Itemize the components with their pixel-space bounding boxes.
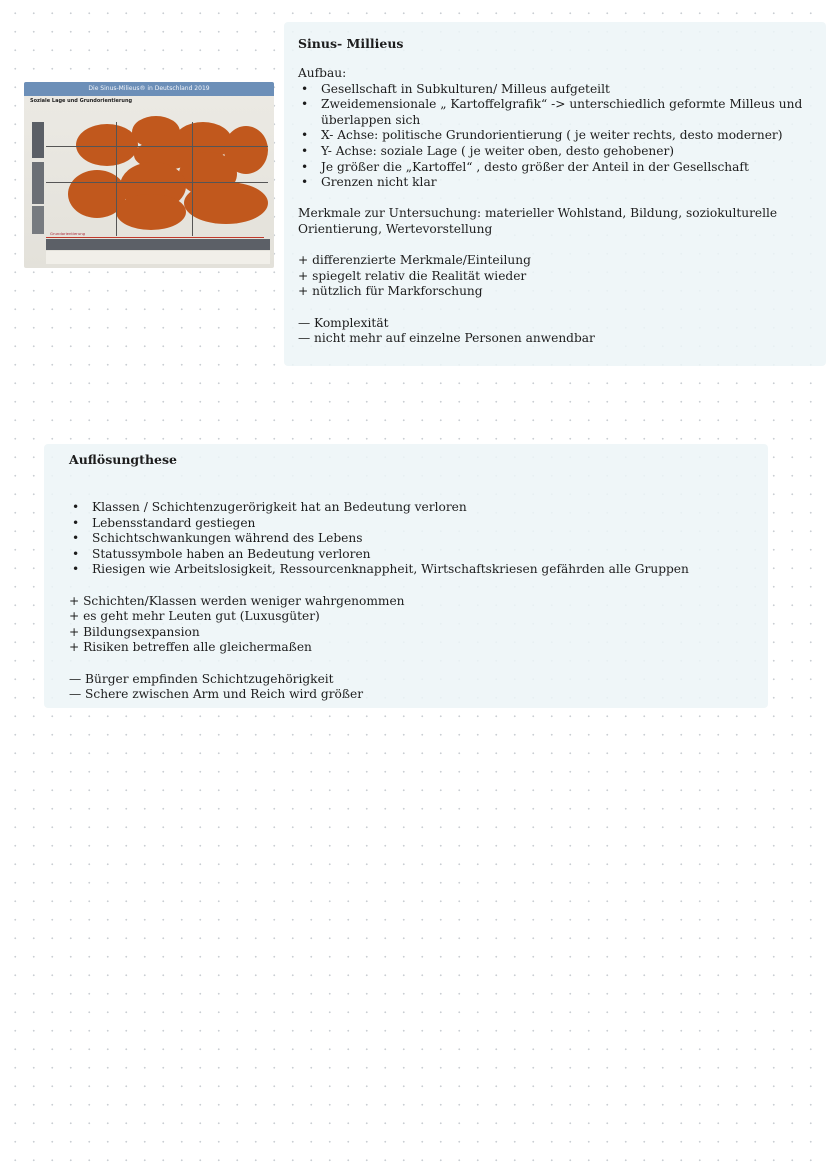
aufloesung-bullet: • Schichtschwankungen während des Lebens	[69, 531, 759, 547]
sinus-bullet: • Zweidemensionale „ Kartoffelgrafik“ -> unterschiedlich geformte Milleus und überlappen sich	[298, 97, 818, 128]
aufloesung-con-item: — Schere zwischen Arm und Reich wird größer	[69, 687, 364, 702]
chart-blob-prekaer	[116, 194, 186, 230]
merkmale-text: Merkmale zur Untersuchung: materieller Wohlstand, Bildung, soziokulturelle Orientierung, Wertevorstellung	[298, 206, 778, 236]
chart-y-bar-middle	[32, 162, 44, 204]
chart-x-axis-label: Grundorientierung	[50, 231, 86, 236]
sinus-title: Sinus- Millieus	[298, 36, 404, 51]
sinus-pro-item: + differenzierte Merkmale/Einteilung	[298, 253, 531, 268]
sinus-bullet: • Gesellschaft in Subkulturen/ Milleus aufgeteilt	[298, 82, 818, 98]
chart-footer-band	[46, 239, 270, 250]
chart-image-title: Die Sinus-Milieus® in Deutschland 2019	[24, 82, 274, 96]
aufloesung-bullet: • Riesigen wie Arbeitslosigkeit, Ressourcenknappheit, Wirtschaftskriesen gefährden alle Gruppen	[69, 562, 759, 578]
sinus-milieus-card	[284, 22, 826, 366]
aufloesung-bullet: • Lebensstandard gestiegen	[69, 516, 759, 532]
chart-grid-vline-1	[116, 122, 117, 236]
sinus-bullet-list	[298, 82, 818, 191]
sinus-pro-item: + spiegelt relativ die Realität wieder	[298, 268, 527, 283]
aufloesung-bullet: • Klassen / Schichtenzugerörigkeit hat an Bedeutung verloren	[69, 500, 759, 516]
chart-grid-line-1	[46, 146, 268, 147]
aufloesung-title: Auflösungthese	[69, 452, 177, 467]
chart-grid-vline-2	[192, 122, 193, 236]
sinus-bullet: • Y- Achse: soziale Lage ( je weiter oben, desto gehobener)	[298, 144, 818, 160]
chart-x-axis	[46, 237, 264, 238]
sinus-bullet: • Je größer die „Kartoffel“ , desto größer der Anteil in der Gesellschaft	[298, 160, 818, 176]
chart-y-bar-upper	[32, 122, 44, 158]
sinus-pro-item: + nützlich für Markforschung	[298, 284, 483, 299]
aufloesung-con-item: — Bürger empfinden Schichtzugehörigkeit	[69, 671, 334, 686]
sinus-milieu-chart-image	[24, 82, 274, 268]
chart-image-subtitle: Soziale Lage und Grundorientierung	[30, 98, 133, 104]
chart-grid-line-2	[46, 182, 268, 183]
aufloesung-pro-item: + es geht mehr Leuten gut (Luxusgüter)	[69, 609, 320, 624]
aufloesung-pro-item: + Schichten/Klassen werden weniger wahrgenommen	[69, 593, 405, 608]
aufloesung-pro-item: + Bildungsexpansion	[69, 624, 200, 639]
sinus-con-item: — nicht mehr auf einzelne Personen anwendbar	[298, 331, 595, 346]
chart-blob-hedonisten	[184, 182, 268, 224]
aufloesung-pro-item: + Risiken betreffen alle gleichermaßen	[69, 640, 312, 655]
aufbau-label: Aufbau:	[298, 66, 347, 80]
sinus-bullet: • Grenzen nicht klar	[298, 175, 818, 191]
aufloesung-bullet: • Statussymbole haben an Bedeutung verloren	[69, 547, 759, 563]
chart-footer-legend	[46, 251, 270, 264]
aufloesungsthese-card	[44, 444, 768, 708]
aufloesung-bullet-list	[69, 500, 759, 578]
chart-blob-konservativ	[76, 124, 138, 166]
sinus-con-item: — Komplexität	[298, 315, 389, 330]
sinus-bullet: • X- Achse: politische Grundorientierung ( je weiter rechts, desto moderner)	[298, 128, 818, 144]
chart-y-bar-lower	[32, 206, 44, 234]
